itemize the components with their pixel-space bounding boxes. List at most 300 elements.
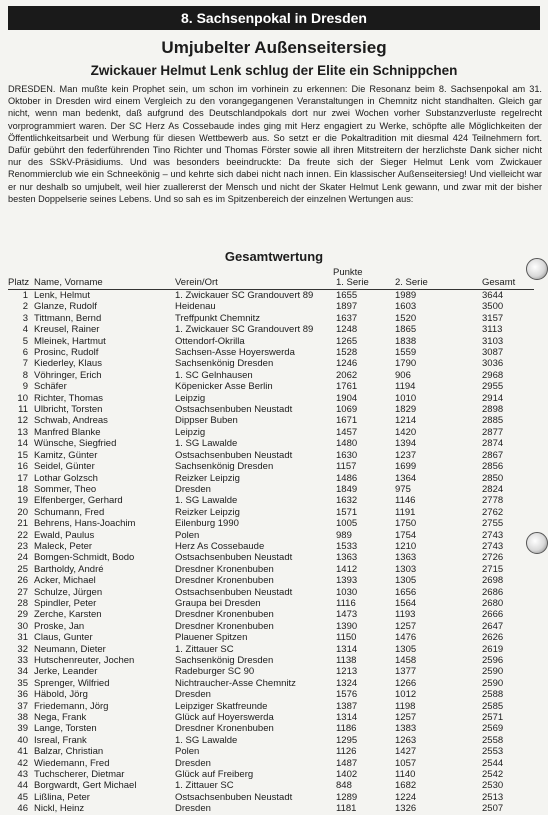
cell-serie1: 1295 bbox=[336, 734, 358, 746]
table-row bbox=[8, 461, 534, 472]
table-row bbox=[8, 518, 534, 529]
cell-verein: Leipzig bbox=[175, 426, 206, 438]
cell-gesamt: 2588 bbox=[482, 689, 504, 701]
cell-name: Kiederley, Klaus bbox=[34, 358, 102, 370]
cell-gesamt: 2544 bbox=[482, 757, 504, 769]
cell-platz: 12 bbox=[17, 415, 28, 427]
table-body bbox=[8, 290, 534, 815]
cell-gesamt: 2762 bbox=[482, 506, 504, 518]
cell-name: Schäfer bbox=[34, 381, 67, 393]
cell-name: Nickl, Heinz bbox=[34, 803, 85, 815]
table-row bbox=[8, 381, 534, 392]
table-row bbox=[8, 655, 534, 666]
cell-name: Kamitz, Günter bbox=[34, 449, 98, 461]
cell-platz: 8 bbox=[22, 369, 28, 381]
cell-platz: 43 bbox=[17, 769, 28, 781]
cell-platz: 29 bbox=[17, 609, 28, 621]
table-row bbox=[8, 336, 534, 347]
cell-verein: Eilenburg 1990 bbox=[175, 518, 239, 530]
cell-serie1: 1324 bbox=[336, 677, 358, 689]
cell-name: Tittmann, Bernd bbox=[34, 312, 102, 324]
table-row bbox=[8, 347, 534, 358]
cell-verein: Ottendorf-Okrilla bbox=[175, 335, 245, 347]
cell-name: Ewald, Paulus bbox=[34, 529, 95, 541]
cell-verein: Dresdner Kronenbuben bbox=[175, 620, 274, 632]
table-row bbox=[8, 564, 534, 575]
cell-verein: 1. SG Lawalde bbox=[175, 734, 238, 746]
cell-verein: 1. SG Lawalde bbox=[175, 438, 238, 450]
cell-serie2: 1865 bbox=[395, 324, 417, 336]
cell-gesamt: 2877 bbox=[482, 426, 504, 438]
cell-verein: Sachsenkönig Dresden bbox=[175, 461, 274, 473]
cell-platz: 30 bbox=[17, 620, 28, 632]
cell-verein: Polen bbox=[175, 746, 200, 758]
cell-verein: 1. SG Lawalde bbox=[175, 495, 238, 507]
cell-verein: Dresdner Kronenbuben bbox=[175, 723, 274, 735]
cell-gesamt: 2513 bbox=[482, 791, 504, 803]
cell-serie2: 1682 bbox=[395, 780, 417, 792]
cell-name: Ulbricht, Torsten bbox=[34, 404, 103, 416]
cell-verein: Graupa bei Dresden bbox=[175, 597, 261, 609]
cell-serie2: 975 bbox=[395, 483, 411, 495]
cell-platz: 22 bbox=[17, 529, 28, 541]
cell-platz: 6 bbox=[22, 347, 28, 359]
cell-verein: Sachsenkönig Dresden bbox=[175, 358, 274, 370]
cell-platz: 40 bbox=[17, 734, 28, 746]
cell-gesamt: 2666 bbox=[482, 609, 504, 621]
cell-platz: 45 bbox=[17, 791, 28, 803]
table-row bbox=[8, 313, 534, 324]
table-row bbox=[8, 530, 534, 541]
cell-serie2: 1263 bbox=[395, 734, 417, 746]
cell-name: Seidel, Günter bbox=[34, 461, 95, 473]
cell-gesamt: 2856 bbox=[482, 461, 504, 473]
cell-platz: 9 bbox=[22, 381, 28, 393]
cell-name: Behrens, Hans-Joachim bbox=[34, 518, 136, 530]
cell-verein: 1. Zittauer SC bbox=[175, 643, 234, 655]
cell-serie2: 1838 bbox=[395, 335, 417, 347]
cell-verein: Ostsachsenbuben Neustadt bbox=[175, 449, 293, 461]
cell-gesamt: 2867 bbox=[482, 449, 504, 461]
cell-serie2: 1237 bbox=[395, 449, 417, 461]
cell-serie2: 1383 bbox=[395, 723, 417, 735]
cell-serie1: 848 bbox=[336, 780, 352, 792]
cell-serie2: 1363 bbox=[395, 552, 417, 564]
cell-name: Lothar Golzsch bbox=[34, 472, 98, 484]
cell-platz: 1 bbox=[22, 290, 28, 301]
cell-name: Schulze, Jürgen bbox=[34, 586, 103, 598]
cell-platz: 3 bbox=[22, 312, 28, 324]
cell-serie1: 1761 bbox=[336, 381, 358, 393]
cell-name: Friedemann, Jörg bbox=[34, 700, 109, 712]
cell-serie2: 1394 bbox=[395, 438, 417, 450]
table-row bbox=[8, 598, 534, 609]
cell-serie1: 1265 bbox=[336, 335, 358, 347]
cell-verein: Leipzig bbox=[175, 392, 206, 404]
cell-platz: 35 bbox=[17, 677, 28, 689]
cell-verein: Köpenicker Asse Berlin bbox=[175, 381, 273, 393]
table-header-row bbox=[8, 277, 534, 290]
cell-serie2: 1754 bbox=[395, 529, 417, 541]
cell-verein: Dresden bbox=[175, 483, 211, 495]
cell-verein: Polen bbox=[175, 529, 200, 541]
table-row bbox=[8, 746, 534, 757]
table-row bbox=[8, 438, 534, 449]
cell-verein: Plauener Spitzen bbox=[175, 632, 248, 644]
cell-serie1: 1314 bbox=[336, 643, 358, 655]
cell-serie2: 1699 bbox=[395, 461, 417, 473]
cell-serie2: 1656 bbox=[395, 586, 417, 598]
cell-name: Sommer, Theo bbox=[34, 483, 97, 495]
cell-gesamt: 2590 bbox=[482, 666, 504, 678]
cell-serie1: 1314 bbox=[336, 712, 358, 724]
cell-verein: 1. Zwickauer SC Grandouvert 89 bbox=[175, 290, 314, 301]
cell-serie2: 1257 bbox=[395, 620, 417, 632]
cell-gesamt: 2743 bbox=[482, 529, 504, 541]
cell-verein: Glück auf Freiberg bbox=[175, 769, 254, 781]
cell-verein: 1. Zittauer SC bbox=[175, 780, 234, 792]
cell-gesamt: 3644 bbox=[482, 290, 504, 301]
cell-serie1: 1412 bbox=[336, 563, 358, 575]
cell-verein: Dresdner Kronenbuben bbox=[175, 575, 274, 587]
cell-serie2: 1326 bbox=[395, 803, 417, 815]
cell-name: Lißlina, Peter bbox=[34, 791, 90, 803]
cell-name: Tuchscherer, Dietmar bbox=[34, 769, 125, 781]
cell-platz: 24 bbox=[17, 552, 28, 564]
cell-name: Proske, Jan bbox=[34, 620, 85, 632]
cell-platz: 5 bbox=[22, 335, 28, 347]
cell-name: Bartholdy, André bbox=[34, 563, 104, 575]
cell-gesamt: 2715 bbox=[482, 563, 504, 575]
cell-serie1: 1005 bbox=[336, 518, 358, 530]
cell-platz: 34 bbox=[17, 666, 28, 678]
cell-name: Claus, Gunter bbox=[34, 632, 93, 644]
cell-verein: Sachsenkönig Dresden bbox=[175, 655, 274, 666]
cell-serie1: 1030 bbox=[336, 586, 358, 598]
cell-serie1: 1571 bbox=[336, 506, 358, 518]
table-row bbox=[8, 689, 534, 700]
section-header: 8. Sachsenpokal in Dresden bbox=[8, 6, 540, 30]
cell-name: Maleck, Peter bbox=[34, 540, 93, 552]
cell-gesamt: 2590 bbox=[482, 677, 504, 689]
cell-name: Isreal, Frank bbox=[34, 734, 87, 746]
table-row bbox=[8, 541, 534, 552]
table-row bbox=[8, 507, 534, 518]
cell-serie1: 2062 bbox=[336, 369, 358, 381]
table-row bbox=[8, 758, 534, 769]
cell-gesamt: 2726 bbox=[482, 552, 504, 564]
cell-serie1: 1393 bbox=[336, 575, 358, 587]
cell-serie1: 1486 bbox=[336, 472, 358, 484]
cell-serie1: 1632 bbox=[336, 495, 358, 507]
table-row bbox=[8, 803, 534, 814]
cell-serie2: 1303 bbox=[395, 563, 417, 575]
cell-name: Sprenger, Wilfried bbox=[34, 677, 110, 689]
cell-serie1: 1246 bbox=[336, 358, 358, 370]
cell-name: Neumann, Dieter bbox=[34, 643, 106, 655]
cell-gesamt: 2596 bbox=[482, 655, 504, 666]
cell-platz: 11 bbox=[18, 404, 28, 416]
table-row bbox=[8, 427, 534, 438]
cell-name: Balzar, Christian bbox=[34, 746, 104, 758]
header-platz: Platz bbox=[8, 277, 34, 290]
cell-name: Kreusel, Rainer bbox=[34, 324, 100, 336]
cell-name: Acker, Michael bbox=[34, 575, 96, 587]
cell-platz: 16 bbox=[17, 461, 28, 473]
cell-platz: 38 bbox=[17, 712, 28, 724]
results-table bbox=[8, 277, 534, 815]
cell-platz: 15 bbox=[17, 449, 28, 461]
cell-gesamt: 2619 bbox=[482, 643, 504, 655]
cell-platz: 13 bbox=[17, 426, 28, 438]
cell-serie1: 1630 bbox=[336, 449, 358, 461]
cell-serie2: 1191 bbox=[395, 506, 416, 518]
header-serie2: 2. Serie bbox=[391, 277, 466, 290]
cell-serie1: 1213 bbox=[336, 666, 358, 678]
table-row bbox=[8, 780, 534, 791]
cell-verein: Ostsachsenbuben Neustadt bbox=[175, 552, 293, 564]
cell-gesamt: 2743 bbox=[482, 540, 504, 552]
cell-gesamt: 2955 bbox=[482, 381, 504, 393]
table-row bbox=[8, 587, 534, 598]
table-row bbox=[8, 609, 534, 620]
cell-verein: Dresden bbox=[175, 803, 211, 815]
cell-verein: Reizker Leipzig bbox=[175, 472, 240, 484]
cell-name: Glanze, Rudolf bbox=[34, 301, 97, 313]
cell-name: Zerche, Karsten bbox=[34, 609, 102, 621]
cell-serie1: 1116 bbox=[336, 597, 356, 609]
table-row bbox=[8, 370, 534, 381]
cell-verein: Reizker Leipzig bbox=[175, 506, 240, 518]
cell-serie1: 1289 bbox=[336, 791, 358, 803]
header-verein: Verein/Ort bbox=[175, 277, 334, 290]
table-row bbox=[8, 723, 534, 734]
cell-platz: 10 bbox=[17, 392, 28, 404]
cell-serie2: 1140 bbox=[395, 769, 416, 781]
cell-serie2: 1790 bbox=[395, 358, 417, 370]
article-body: DRESDEN. Man mußte kein Prophet sein, um schon im vorhinein zu erkennen: Die Resonanz beim 8. Sachsenpokal am 31. Oktober in Dresden wird einem Vergleich zu den vorangegangenen Veranstaltungen in Chemnitz nicht standhalten. Gleich gar nicht, wenn man bedenkt, daß aufgrund des Deutschlandpokals dort nur zwei Wochen vorher Substanzverluste regelrecht vorprogrammiert waren. Der SC Herz As Cossebaude indes ging mit Herz engagiert zu Werke, schöpfte alle Möglichkeiten der Öffentlichkeitsarbeit und Werbung für diesen Wettbewerb aus. So setzt er die Pokaltradition mit diesmal 424 Teilnehmern fort. Dafür gebührt den federführenden Tino Richter und Thomas Förster sowie all ihren Mitstreitern der herzlichste Dank sicher nicht nur des SSkV-Präsidiums. Und was besonders beeindruckte: Da freute sich der Sieger Helmut Lenk vom Zwickauer Renommierclub wie ein Schneekönig – und kehrte sich dabei nicht nach innen. Ein klassischer Außenseitersieg! Und vielleicht war er nur deshalb so umjubelt, weil hier zuallererst der Mensch und nicht der Skater Helmut Lenk gewann, und zwar mit der bisher besten Doppelserie seines Lebens. Und so sah es im Spitzenbereich der einzelnen Wertungen aus: bbox=[8, 84, 542, 204]
cell-serie2: 1559 bbox=[395, 347, 417, 359]
cell-serie1: 1637 bbox=[336, 312, 358, 324]
cell-gesamt: 2698 bbox=[482, 575, 504, 587]
cell-serie2: 1520 bbox=[395, 312, 417, 324]
cell-verein: 1. Zwickauer SC Grandouvert 89 bbox=[175, 324, 314, 336]
cell-gesamt: 2680 bbox=[482, 597, 504, 609]
table-row bbox=[8, 632, 534, 643]
cell-platz: 37 bbox=[17, 700, 28, 712]
cell-gesamt: 2874 bbox=[482, 438, 504, 450]
cell-serie1: 1402 bbox=[336, 769, 358, 781]
cell-platz: 20 bbox=[17, 506, 28, 518]
cell-platz: 42 bbox=[17, 757, 28, 769]
cell-serie2: 1224 bbox=[395, 791, 417, 803]
cell-gesamt: 2542 bbox=[482, 769, 504, 781]
cell-platz: 44 bbox=[17, 780, 28, 792]
cell-serie2: 1257 bbox=[395, 712, 417, 724]
cell-verein: Dresdner Kronenbuben bbox=[175, 563, 274, 575]
table-title: Gesamtwertung bbox=[224, 249, 324, 264]
cell-serie2: 1750 bbox=[395, 518, 417, 530]
cell-name: Häbold, Jörg bbox=[34, 689, 88, 701]
header-gesamt: Gesamt bbox=[466, 277, 534, 290]
cell-serie1: 1849 bbox=[336, 483, 358, 495]
cell-platz: 2 bbox=[22, 301, 28, 313]
cell-serie2: 1364 bbox=[395, 472, 417, 484]
cell-verein: Herz As Cossebaude bbox=[175, 540, 265, 552]
cell-name: Jerke, Leander bbox=[34, 666, 98, 678]
table-row bbox=[8, 484, 534, 495]
cell-name: Wünsche, Siegfried bbox=[34, 438, 117, 450]
table-row bbox=[8, 393, 534, 404]
cell-name: Schwab, Andreas bbox=[34, 415, 108, 427]
cell-platz: 26 bbox=[17, 575, 28, 587]
article-subheadline: Zwickauer Helmut Lenk schlug der Elite ein Schnippchen bbox=[90, 63, 458, 78]
cell-platz: 18 bbox=[17, 483, 28, 495]
cell-platz: 14 bbox=[17, 438, 28, 450]
cell-gesamt: 2585 bbox=[482, 700, 504, 712]
cell-serie2: 1198 bbox=[395, 700, 416, 712]
cell-serie1: 1457 bbox=[336, 426, 358, 438]
cell-gesamt: 2968 bbox=[482, 369, 504, 381]
table-row bbox=[8, 324, 534, 335]
cell-platz: 21 bbox=[17, 518, 28, 530]
cell-platz: 19 bbox=[17, 495, 28, 507]
cell-verein: Glück auf Hoyerswerda bbox=[175, 712, 274, 724]
cell-serie1: 1387 bbox=[336, 700, 358, 712]
cell-platz: 46 bbox=[17, 803, 28, 815]
table-row bbox=[8, 666, 534, 677]
table-row bbox=[8, 678, 534, 689]
cell-verein: Radeburger SC 90 bbox=[175, 666, 255, 678]
table-row bbox=[8, 701, 534, 712]
cell-serie2: 1057 bbox=[395, 757, 417, 769]
cell-serie2: 1458 bbox=[395, 655, 417, 666]
header-serie1: 1. Serie bbox=[334, 277, 391, 290]
cell-gesamt: 2898 bbox=[482, 404, 504, 416]
cell-verein: Leipziger Skatfreunde bbox=[175, 700, 268, 712]
cell-gesamt: 2530 bbox=[482, 780, 504, 792]
cell-serie2: 1476 bbox=[395, 632, 417, 644]
cell-gesamt: 3157 bbox=[482, 312, 504, 324]
cell-serie1: 1473 bbox=[336, 609, 358, 621]
cell-serie2: 1194 bbox=[395, 381, 416, 393]
cell-platz: 28 bbox=[17, 597, 28, 609]
punkte-group-label: Punkte bbox=[333, 267, 363, 278]
table-row bbox=[8, 358, 534, 369]
cell-name: Borgwardt, Gert Michael bbox=[34, 780, 137, 792]
cell-serie1: 1181 bbox=[336, 803, 357, 815]
cell-verein: Dippser Buben bbox=[175, 415, 238, 427]
cell-platz: 17 bbox=[17, 472, 28, 484]
cell-verein: Ostsachsenbuben Neustadt bbox=[175, 404, 293, 416]
cell-serie2: 1305 bbox=[395, 575, 417, 587]
binder-hole bbox=[526, 532, 548, 554]
cell-gesamt: 2571 bbox=[482, 712, 504, 724]
table-row bbox=[8, 769, 534, 780]
cell-serie2: 1010 bbox=[395, 392, 417, 404]
cell-gesamt: 3103 bbox=[482, 335, 504, 347]
cell-serie2: 1012 bbox=[395, 689, 417, 701]
cell-serie2: 1377 bbox=[395, 666, 417, 678]
cell-serie1: 1390 bbox=[336, 620, 358, 632]
cell-serie1: 1363 bbox=[336, 552, 358, 564]
cell-name: Spindler, Peter bbox=[34, 597, 97, 609]
cell-serie1: 1671 bbox=[336, 415, 358, 427]
cell-serie2: 1146 bbox=[395, 495, 416, 507]
cell-gesamt: 3036 bbox=[482, 358, 504, 370]
cell-serie1: 1126 bbox=[336, 746, 357, 758]
cell-verein: Ostsachsenbuben Neustadt bbox=[175, 791, 293, 803]
cell-serie2: 1305 bbox=[395, 643, 417, 655]
table-row bbox=[8, 735, 534, 746]
cell-serie1: 1655 bbox=[336, 290, 358, 301]
cell-serie2: 1214 bbox=[395, 415, 417, 427]
table-row bbox=[8, 301, 534, 312]
cell-serie2: 1266 bbox=[395, 677, 417, 689]
cell-name: Lenk, Helmut bbox=[34, 290, 90, 301]
cell-gesamt: 2553 bbox=[482, 746, 504, 758]
cell-name: Hutschenreuter, Jochen bbox=[34, 655, 135, 666]
cell-serie1: 1157 bbox=[336, 461, 357, 473]
cell-gesamt: 2647 bbox=[482, 620, 504, 632]
table-row bbox=[8, 450, 534, 461]
cell-gesamt: 2778 bbox=[482, 495, 504, 507]
cell-serie2: 1564 bbox=[395, 597, 417, 609]
cell-platz: 39 bbox=[17, 723, 28, 735]
cell-gesamt: 2558 bbox=[482, 734, 504, 746]
cell-gesamt: 2755 bbox=[482, 518, 504, 530]
cell-name: Wiedemann, Fred bbox=[34, 757, 110, 769]
cell-serie1: 1904 bbox=[336, 392, 358, 404]
cell-verein: Ostsachsenbuben Neustadt bbox=[175, 586, 293, 598]
cell-platz: 41 bbox=[17, 746, 28, 758]
cell-serie1: 1248 bbox=[336, 324, 358, 336]
cell-serie2: 1829 bbox=[395, 404, 417, 416]
header-name: Name, Vorname bbox=[34, 277, 175, 290]
cell-serie2: 1989 bbox=[395, 290, 417, 301]
table-row bbox=[8, 644, 534, 655]
cell-serie1: 1069 bbox=[336, 404, 358, 416]
cell-gesamt: 3087 bbox=[482, 347, 504, 359]
cell-serie2: 1193 bbox=[395, 609, 416, 621]
cell-name: Mleinek, Hartmut bbox=[34, 335, 106, 347]
cell-gesamt: 3500 bbox=[482, 301, 504, 313]
cell-platz: 31 bbox=[17, 632, 28, 644]
cell-name: Richter, Thomas bbox=[34, 392, 103, 404]
table-row bbox=[8, 404, 534, 415]
cell-serie2: 906 bbox=[395, 369, 411, 381]
cell-gesamt: 2686 bbox=[482, 586, 504, 598]
cell-name: Bomgen-Schmidt, Bodo bbox=[34, 552, 135, 564]
cell-serie1: 1186 bbox=[336, 723, 357, 735]
table-row bbox=[8, 473, 534, 484]
cell-name: Prosinc, Rudolf bbox=[34, 347, 99, 359]
cell-name: Vöhringer, Erich bbox=[34, 369, 102, 381]
cell-name: Lange, Torsten bbox=[34, 723, 97, 735]
cell-name: Manfred Blanke bbox=[34, 426, 101, 438]
cell-verein: Dresden bbox=[175, 689, 211, 701]
cell-gesamt: 2626 bbox=[482, 632, 504, 644]
article-headline: Umjubelter Außenseitersieg bbox=[161, 38, 387, 57]
cell-verein: Heidenau bbox=[175, 301, 216, 313]
table-row bbox=[8, 575, 534, 586]
cell-name: Nega, Frank bbox=[34, 712, 87, 724]
cell-serie2: 1420 bbox=[395, 426, 417, 438]
table-row bbox=[8, 415, 534, 426]
cell-gesamt: 2569 bbox=[482, 723, 504, 735]
table-row bbox=[8, 290, 534, 302]
cell-serie1: 989 bbox=[336, 529, 352, 541]
